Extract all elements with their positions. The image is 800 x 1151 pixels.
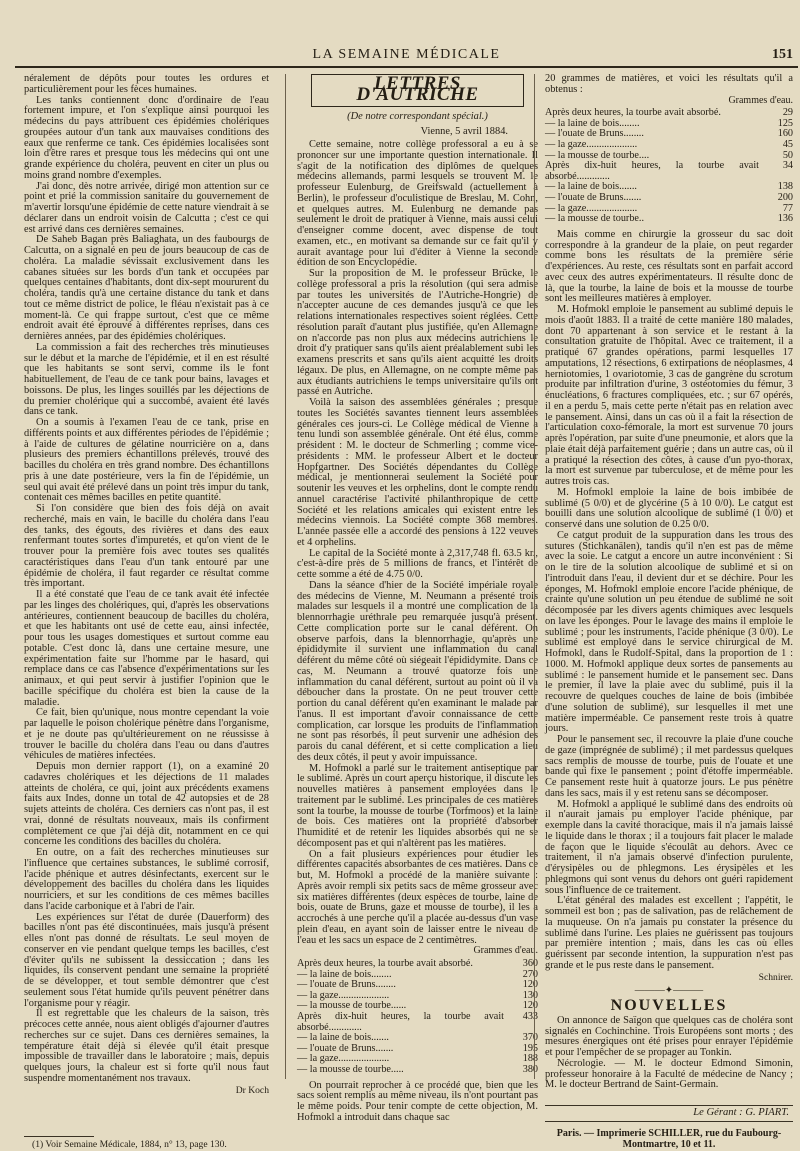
- author-signature: Dr Koch: [235, 1084, 269, 1096]
- table-value: 130: [522, 989, 538, 1001]
- printer-imprint: Paris. — Imprimerie SCHILLER, rue du Faubourg-Montmartre, 10 et 11.: [556, 1127, 782, 1150]
- table-value: 77: [782, 202, 793, 214]
- column-1: [24, 73, 269, 1151]
- journal-title: LA SEMAINE MÉDICALE: [312, 47, 501, 62]
- paragraph: néralement de dépôts pour toutes les ordures et particulièrement pour les fèces humaines.: [24, 73, 269, 95]
- table-label: — la gaze....................: [545, 139, 638, 151]
- table-value: 120: [522, 1000, 538, 1012]
- table-value: 136: [777, 213, 793, 225]
- table-label: — l'ouate de Bruns........: [297, 979, 396, 991]
- paragraph: Si l'on considère que bien des fois déjà on avait recherché, mais en vain, le bacille du choléra dans l'eau des tanks, des égouts, des rivières et dans des eaux renfermant toutes sortes d'impuretés, et qu'on vient de le trouver pour la première fois avec toutes ses qualités caractéristiques dans l'eau d'un tank entouré par une épidémie de choléra, il faut regarder ce résultat comme très important.: [24, 503, 269, 590]
- paragraph: M. Hofmokl emploie le pansement au sublimé depuis le mois d'août 1883. Il a traité de cette manière 180 malades, dont 70 appartenant à son service et le restant à la consultation gratuite de l'hôpital. Avec ce traitement, il a pratiqué 67 grandes opérations, parmi lesquelles 17 amputations, 12 résections, 6 extirpations de néoplasmes, 4 herniotomies, 1 ovariotomie, 3 cas de gangrène du scrotum produite par infiltration d'urine, 3 ostéotomies du fémur, 3 énucléations, 6 fractures compliquées, etc. ; sur 67 opérés, il en a perdu 5, mais cette perte n'était pas en relation avec le pansement. Ainsi, dans un cas où il a fait la résection de l'articulation coxo-fémorale, la mort est survenue 70 jours après l'opération, par suite d'une pneumonie, et alors que la plaie était déjà parfaitement guérie ; dans un autre cas, où il a pratiqué la résection des côtes, à cause d'un pyo-thorax, la mort est survenue par tuberculose, et de même pour les autres trois cas.: [545, 304, 793, 488]
- news-item: On annonce de Saïgon que quelques cas de choléra sont signalés en Cochinchine. Trois Européens sont morts ; des mesures énergiques ont été prises pour enrayer l'épidémie et pour l'empêcher de se propager au Tonkin.: [545, 1014, 793, 1059]
- paragraph: De Saheb Bagan près Baliaghata, un des faubourgs de Calcutta, on a signalé en peu de jours beaucoup de cas de choléra. La maladie sévissait exclusivement dans les cabanes situées sur les bords d'un tank et occupées par quelques centaines d'habitants, dont dix-sept moururent du choléra, tandis qu'à une certaine distance du tank et dans tout ce même district de police, le fléau n'existait pas à ce moment-là. Ce qui frappe surtout, c'est que ce même endroit avait été éprouvé à différentes reprises, dans ces dernières années, par des épidémies cholériques.: [24, 234, 269, 342]
- author-signature: Schnirer.: [758, 971, 793, 983]
- paragraph: Voilà la saison des assemblées générales ; presque toutes les Sociétés savantes tiennent leurs assemblées générales ces jours-ci. Le Collège médical de Vienne a tenu lundi son assemblée générale. Ont été élus, comme président : M. le docteur de Schmerling ; comme vice-présidents : MM. le professeur Albert et le docteur Hopfgartner. Des Sociétés dépendantes du Collège médical, je mentionnerai seulement la Société pour soutenir les veuves et les orphelins, dont le compte rendu annuel caractérise l'activité philanthropique de cette Société et les relations amicales qui existent entre les médecins viennois. La Société compte 368 membres. L'année passée elle a accordé des pensions à 122 veuves et 4 orphelins.: [297, 397, 538, 548]
- table-label: Après deux heures, la tourbe avait absorbé.: [545, 107, 721, 119]
- paragraph: L'état général des malades est excellent ; l'appétit, le sommeil est bon ; pas de salivation, pas de relâchement de la muqueuse. On n'a jamais pu constater la présence du sublimé dans l'urine. Les plaies ne guérissent pas toujours par première intention ; mais, dans les cas où elles guérissent par seconde intention, la suppuration n'est pas grande et le pus reste dans le pansement.: [545, 895, 793, 971]
- table-label: — la mousse de tourbe.....: [297, 1063, 404, 1075]
- table-row: [297, 1065, 538, 1076]
- table-label: — la gaze....................: [297, 1053, 390, 1065]
- paragraph: Cette semaine, notre collège professoral a eu à se prononcer sur une importante question internationale. Il s'agit de la notification des diplômes de quelques médecins allemands, parmi lesquels se trouvent M. le professeur Eulenburg, de Greifswald (actuellement à Berlin), le professeur d'oculistique de Breslau, M. Cohn, et quelques autres. M. Eulenburg ne demande pas seulement le droit de pratiquer à Vienne, mais aussi celui d'enseigner comme docent, avec dispense de tout examen, etc., en motivant sa demande sur ce fait qu'il y aurait avantage pour lui d'éditer à Vienne la seconde édition de son Encyclopédie.: [297, 139, 538, 269]
- table-row: [545, 214, 793, 225]
- table-value: 370: [522, 1032, 538, 1044]
- table-label: — la laine de bois.......: [545, 181, 637, 193]
- table-label: Après dix-huit heures, la tourbe avait absorbé.............: [297, 1010, 504, 1033]
- paragraph: Ce catgut produit de la suppuration dans les trous des sutures (Stichkanälen), tandis qu'il n'en est pas de même avec la soie. Le catgut a encore un autre inconvénient : Si on le tire de la solution alcoolique de sublimé et si on l'introduit dans l'eau, il devient dur et se déchire. Pour les éponges, M. Hofmokl emploie encore l'acide phénique, de crainte qu'une solution un peu étendue de sublimé ne soit décomposée par les divers agents chimiques avec lesquels on lave les éponges. Pour le lavage des mains il emploie le sublimé ; pour les instruments, l'acide phénique (3 0/0). Le sublimé est employé dans le service chirurgical de M. Hofmokl, dans le Rudolf-Spital, dans la proportion de 1 : 1000. M. Hofmokl applique deux sortes de pansements au sublimé : le pansement humide et le pansement sec. Dans le premier, il lave la plaie avec du sublimé, puis il la recouvre de quelques couches de laine de bois (imbibée d'une solution de sublimé), sur lesquelles il met une matière imperméable. Ce pansement reste trois à quatre jours.: [545, 529, 793, 735]
- news-section-title: NOUVELLES: [610, 997, 728, 1015]
- table-label: — la laine de bois........: [545, 117, 640, 129]
- article-title: LETTRES D'AUTRICHE: [311, 74, 524, 107]
- table-label: — la laine de bois........: [297, 968, 392, 980]
- footnote-rule: [24, 1136, 94, 1137]
- paragraph: Les expériences sur l'état de durée (Dauerform) des bacilles n'ont pas été discontinuées, mais jusqu'à présent elles n'ont pas donné de résultats. Le seul moyen de conserver en vie pendant quelque temps les bacilles, c'est d'éviter qu'ils ne subissent la dessiccation ; dans les liquides, ils conservent pendant une semaine la propriété de se développer, et tout semble démontrer que c'est seulement sous l'état humide qu'ils peuvent pénétrer dans l'organisme pour y réagir.: [24, 911, 269, 1009]
- paragraph: M. Hofmokl a parlé sur le traitement antiseptique par le sublimé. Après un court aperçu historique, il discute les nouvelles matières à pansement employées dans le traitement par le sublimé. Les principales de ces matières sont la tourbe, la mousse de tourbe (Torfmoos) et la laine de bois. Ces matières ont la propriété d'absorber l'humidité et de retenir les liquides absorbés qui ne se décomposent pas et qui n'altèrent pas les matières.: [297, 762, 538, 849]
- table-label: — l'ouate de Bruns.......: [297, 1042, 394, 1054]
- table-value: 380: [522, 1063, 538, 1075]
- table-value: 433: [522, 1010, 538, 1022]
- paragraph: En outre, on a fait des recherches minutieuses sur l'influence que certaines substances, le sublimé corrosif, l'acide phénique et autres désinfectants, exercent sur le développement des bacilles du choléra dans les liquides nourriciers, et sur les conditions de ces mêmes bacilles dans l'acide carbonique et à l'abri de l'air.: [24, 847, 269, 912]
- dateline: Vienne, 5 avril 1884.: [420, 126, 508, 138]
- paragraph: Dans la séance d'hier de la Société impériale royale des médecins de Vienne, M. Neumann a présenté trois malades sur lesquels il a montré une complication de la blennorrhagie uréthrale peu remarquée jusqu'à présent. Cette complication porte sur le canal déférent. On observe parfois, dans la blennorrhagie, qu'après une épididymite il survient une inflammation du canal déférent du même côté où siégeait l'épididymite. Dans ce cas, M. Neumann a trouvé quatorze fois une inflammation du canal déférent, surtout au point où il va déboucher dans la prostate. On ne peut trouver cette portion du canal déférent qu'en examinant le malade par l'anus. Il est important d'avoir connaissance de cette complication, car lorsque les produits de l'inflammation ne sont pas résorbés, il peut survenir une adhésion des parois du canal déférent, et si cette complication a lieu des deux côtés, il peut y avoir impuissance.: [297, 579, 538, 763]
- table-value: 29: [782, 107, 793, 119]
- table-value: 138: [777, 181, 793, 193]
- paragraph: J'ai donc, dès notre arrivée, dirigé mon attention sur ce point et prié la commission sanitaire du gouvernement de m'avertir lorsqu'une épidémie de cette nature viendrait à se déclarer dans un endroit voisin de Calcutta ; c'est ce qui est arrivé dans ces dernières semaines.: [24, 180, 269, 235]
- paragraph: M. Hofmokl emploie la laine de bois imbibée de sublimé (5 0/0) et de glycérine (5 à 10 0/0). Le catgut est bouilli dans une solution alcoolique de sublimé (1 0/0) et conservé dans une solution de 0.25 0/0.: [545, 486, 793, 531]
- table-unit: Grammes d'eau.: [728, 94, 793, 106]
- gerant-line: Le Gérant : G. PIART.: [545, 1105, 793, 1122]
- paragraph: Il est regrettable que les chaleurs de la saison, très précoces cette année, nous aient obligés d'ajourner d'autres recherches sur ce sujet. Dans ces dernières semaines, la température était déjà si élevée qu'il était presque impossible de travailler dans le laboratoire ; mais, depuis quelques jours, la chaleur est si forte qu'il nous faut suspendre momentanément nos travaux.: [24, 1008, 269, 1084]
- paragraph: Pour le pansement sec, il recouvre la plaie d'une couche de gaze (imprégnée de sublimé) ; il met pardessus quelques sacs remplis de mousse de tourbe, puis de l'ouate et une bande qui fixe le pansement ; point d'étoffe imperméable. Ce pansement reste huit à quatorze jours. Le pus pénètre dans les sacs, mais il y est retenu sans se décomposer.: [545, 734, 793, 799]
- table-label: — la mousse de tourbe......: [297, 1000, 407, 1012]
- paragraph: La commission a fait des recherches très minutieuses sur le début et la marche de l'épidémie, et il en est résulté que les habitants se sont servi, comme ils le font habituellement, de l'eau de ce tank pour bains, lavages et boissons. De plus, les linges souillés par les déjections de du premier cholérique qui a succombé, avaient été lavés dans ce tank.: [24, 341, 269, 418]
- paragraph: Mais comme en chirurgie la grosseur du sac doit correspondre à la grandeur de la plaie, on peut regarder comme bons les résultats de la première série d'expériences. Au reste, ces résultats sont en parfait accord avec ceux des autres expérimentateurs. Il résulte donc de là, que la tourbe, la laine de bois et la mousse de tourbe sont les meilleures matières à employer.: [545, 228, 793, 305]
- article-subtitle: (De notre correspondant spécial.): [347, 110, 488, 122]
- table-unit: Grammes d'eau.: [473, 945, 538, 957]
- column-2: [285, 73, 538, 1123]
- table-label: — l'ouate de Bruns........: [545, 128, 644, 140]
- table-value: 360: [522, 958, 538, 969]
- table-value: 188: [522, 1053, 538, 1065]
- absorption-table-2: [545, 108, 793, 225]
- table-value: 120: [522, 979, 538, 991]
- paragraph: Il a été constaté que l'eau de ce tank avait été infectée par les linges des cholériques, qui, d'après les observations antérieures, contiennent beaucoup de bacilles du choléra, et que les habitants ont usé de cette eau, ainsi infectée, pour tous les usages domestiques et surtout comme eau potable. C'est donc là, dans une certaine mesure, une expérimentation faite sur l'homme par le hasard, qui remplace dans ce cas l'absence d'expérimentations sur les animaux, et qui peut servir à justifier l'opinion que le bacille spécifique du choléra est bien la cause de la maladie.: [24, 589, 269, 708]
- footnote: (1) Voir Semaine Médicale, 1884, n° 13, page 130.: [32, 1139, 227, 1151]
- paragraph: On pourrait reprocher à ce procédé que, bien que les sacs soient remplis au même niveau, ils n'ont pourtant pas le même poids. Pour tenir compte de cette objection, M. Hofmokl a introduit dans chaque sac: [297, 1079, 538, 1123]
- paragraph: 20 grammes de matières, et voici les résultats qu'il a obtenus :: [545, 73, 793, 95]
- table-value: 45: [782, 139, 793, 151]
- table-label: — la gaze....................: [545, 202, 638, 214]
- page-header: [15, 47, 798, 67]
- paragraph: Depuis mon dernier rapport (1), on a examiné 20 cadavres cholériques et les déjections de 11 malades atteints de choléra, ce qui, joint aux précédents examens faits aux Indes, donne un total de 42 autopsies et de 28 sujets atteints de choléra. Ces derniers cas n'ont pas, il est vrai, donné de résultats nouveaux, mais ils confirment complètement ce que j'ai déjà dit, notamment en ce qui concerne les conditions des bacilles du choléra.: [24, 761, 269, 848]
- table-value: 200: [777, 192, 793, 203]
- ornament-divider: ———✦———: [634, 985, 704, 997]
- table-row: [297, 959, 538, 970]
- paragraph: On a soumis à l'examen l'eau de ce tank, prise en différents points et aux différentes périodes de l'épidémie ; à l'aide de cultures de gélatine nourricière on a, dans plusieurs des premiers échantillons prélevés, trouvé des bacilles du choléra en très grand nombre. Des échantillons pris à une date postérieure, vers la fin de l'épidémie, un seul qui avait été prélevé dans un point très impur du tank, contenait ces mêmes bacilles en petite quantité.: [24, 417, 269, 504]
- table-value: 195: [522, 1042, 538, 1054]
- table-value: 160: [777, 128, 793, 140]
- table-label: — la gaze....................: [297, 989, 390, 1001]
- table-label: — la laine de bois.......: [297, 1032, 389, 1044]
- table-label: — l'ouate de Bruns.......: [545, 192, 642, 203]
- header-rule: [15, 66, 798, 68]
- paragraph: On a fait plusieurs expériences pour étudier les différentes capacités absorbantes de ces matières. Dans ce but, M. Hofmokl a procédé de la manière suivante : Après avoir rempli six petits sacs de même grosseur avec six matières différentes (deux espèces de tourbe, laine de bois, ouate de Bruns, gaze et mousse de tourbe), il les a accrochés à une perche qu'il a placée au-dessus d'un vase plein d'eau, en ayant soin de laisser entre le niveau de l'eau et les sacs un espace de 2 centimètres.: [297, 848, 538, 946]
- paragraph: Ce fait, bien qu'unique, nous montre cependant la voie par laquelle le poison cholérique pénètre dans l'organisme, et je ne doute pas qu'ultérieurement on ne réussisse à trouver le bacille du choléra dans l'eau ou dans d'autres véhicules de matières infectées.: [24, 707, 269, 762]
- table-label: Après deux heures, la tourbe avait absorbé.: [297, 958, 473, 969]
- table-label: — la mousse de tourbe..: [545, 213, 645, 225]
- table-row: [297, 1012, 538, 1033]
- absorption-table-1: [297, 959, 538, 1076]
- paragraph: Les tanks contiennent donc d'ordinaire de l'eau fortement impure, et l'on s'explique ainsi pourquoi les médecins du pays attribuent ces épidémies cholériques groupées autour d'un tank aux mauvaises conditions des eaux que renferme ce tank. Ces épidémies localisées sont loin d'être rares et presque tous les médecins qui ont une grande expérience du choléra, peuvent en citer un plus ou moins grand nombre d'exemples.: [24, 94, 269, 181]
- paragraph: Le capital de la Société monte à 2,317,748 fl. 63.5 kr., c'est-à-dire près de 5 millions de francs, et l'intérêt de cette somme a été de 4.75 0/0.: [297, 547, 538, 580]
- table-row: [545, 193, 793, 204]
- table-value: 125: [777, 117, 793, 129]
- paragraph: M. Hofmokl a appliqué le sublimé dans des endroits où il n'aurait jamais pu employer l'acide phénique, par exemple dans la cavité thoracique, mais il n'a jamais laissé le liquide dans le thorax ; il a toujours fait placer le malade de façon que le liquide s'écoulât au dehors. Avec ce traitement, il n'a jamais observé d'infection purulente, d'érysipèles ou de phlegmons. Les érysipèles et les phlegmons qui sont venus du dehors ont guéri rapidement sous l'influence de ce traitement.: [545, 798, 793, 896]
- table-value: 34: [782, 160, 793, 172]
- table-label: Après dix-huit heures, la tourbe avait absorbé.............: [545, 160, 759, 182]
- table-value: 270: [522, 968, 538, 980]
- paragraph: Sur la proposition de M. le professeur Brücke, le collège professoral a pris la résolution (qui sera admise par toutes les universités de l'Autriche-Hongrie) de n'accepter aucune de ces demandes jusqu'à ce que les relations internationales respectives soient réglées. Cette résolution paraît d'autant plus justifiée, qu'en Allemagne on n'accorde pas non plus aux médecins autrichiens le droit d'y pratiquer sans qu'ils aient préalablement subi les examens prescrits et sans qu'ils aient acquitté les droits légaux. De plus, en Allemagne, on ne compte même pas aux étudiants autrichiens le temps universitaire qu'ils ont passé en Autriche.: [297, 268, 538, 398]
- page-number: 151: [772, 47, 793, 62]
- news-item: Nécrologie. — M. le docteur Edmond Simonin, professeur honoraire à la Faculté de médecine de Nancy ; M. le docteur Bertrand de Saint-Germain.: [545, 1057, 793, 1091]
- table-row: [545, 161, 793, 182]
- table-value: 50: [782, 149, 793, 161]
- column-3: [534, 73, 793, 1150]
- table-label: — la mousse de tourbe....: [545, 149, 650, 161]
